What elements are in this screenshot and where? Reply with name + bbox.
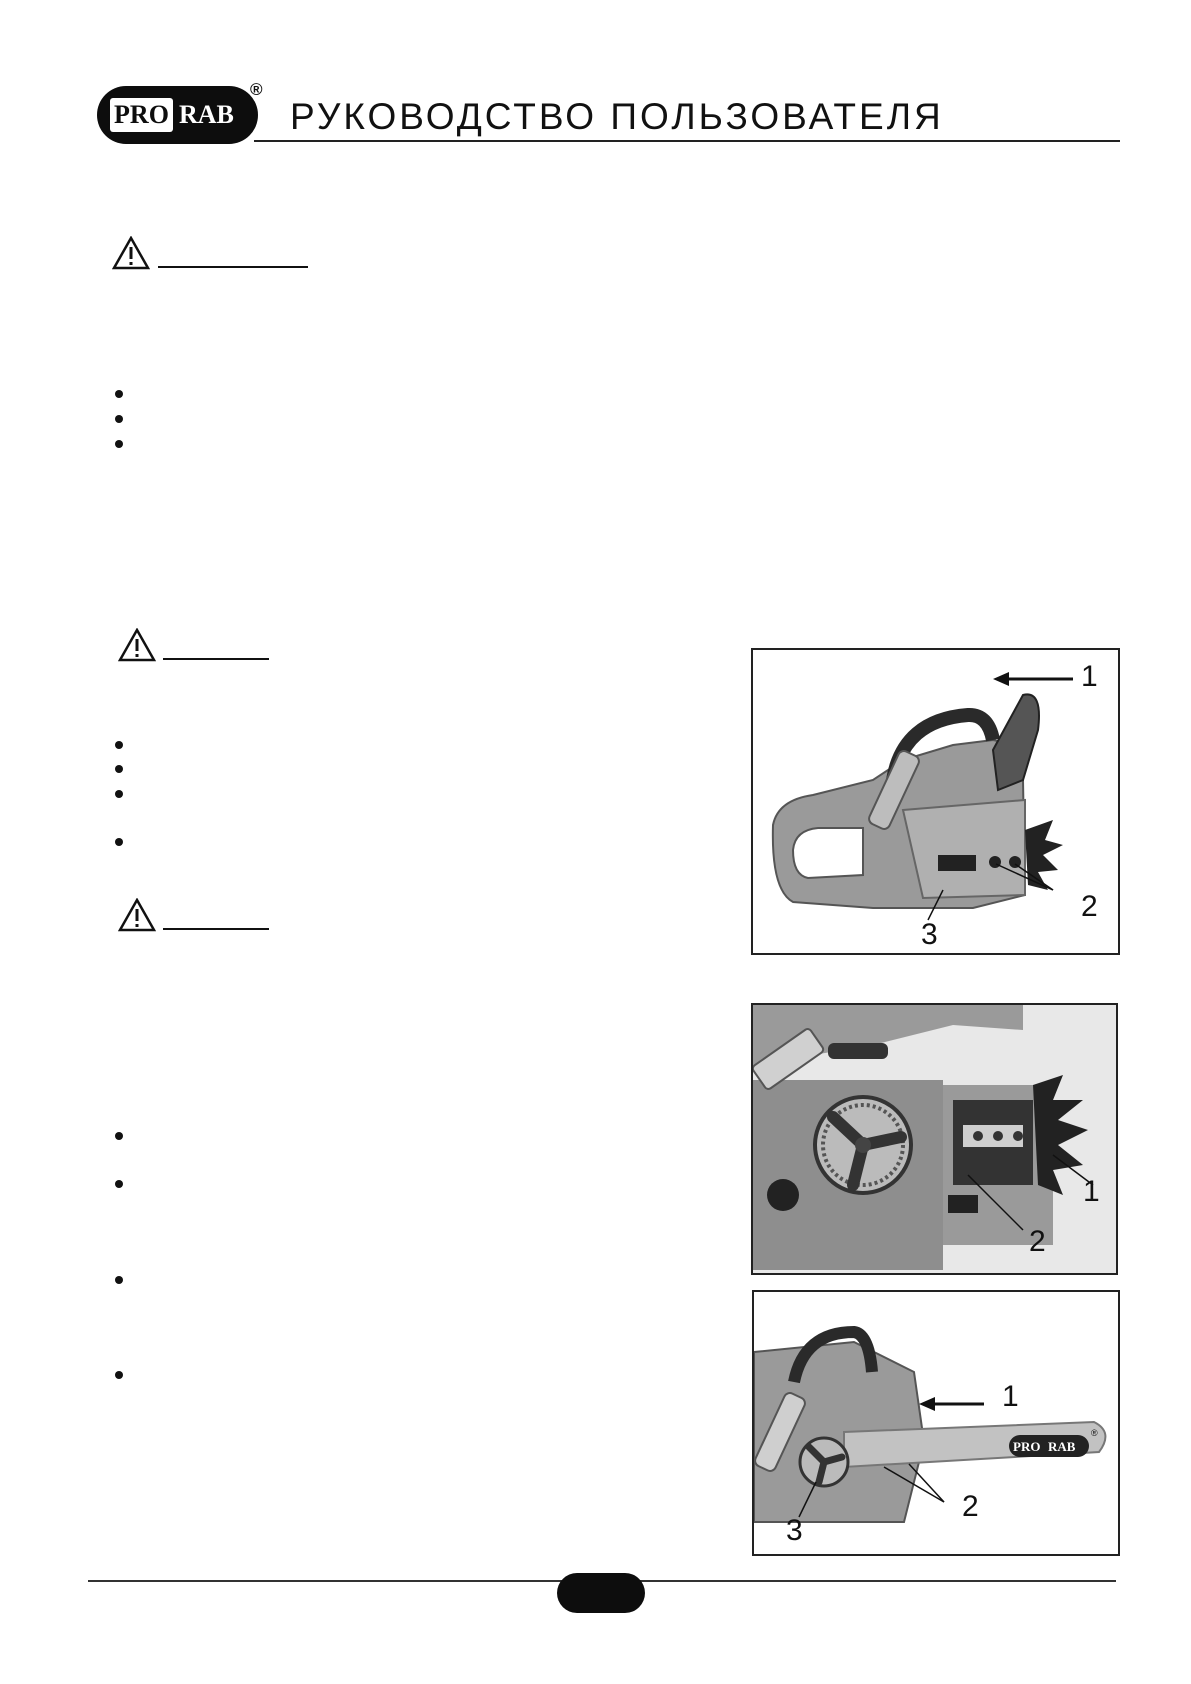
- bar-install-illustration: [754, 1292, 1120, 1556]
- callout-3: 3: [786, 1514, 803, 1547]
- list-bullet: [115, 1276, 123, 1284]
- callout-3: 3: [921, 918, 938, 951]
- list-bullet: [115, 838, 123, 846]
- sprocket-closeup-illustration: [753, 1005, 1118, 1275]
- warning-triangle-icon: [118, 628, 156, 662]
- list-bullet: [115, 790, 123, 798]
- figure-bar-install: [752, 1290, 1120, 1556]
- registered-mark: ®: [250, 80, 263, 99]
- list-bullet: [115, 415, 123, 423]
- prorab-logo: [97, 86, 258, 144]
- header-rule: [254, 140, 1120, 142]
- logo-pro-text: PRO: [110, 98, 173, 132]
- callout-2: 2: [1029, 1225, 1046, 1258]
- list-bullet: [115, 1371, 123, 1379]
- page-number-pill: [557, 1573, 645, 1613]
- chainsaw-side-illustration: [753, 650, 1120, 955]
- list-bullet: [115, 390, 123, 398]
- warning-underline: [158, 266, 308, 268]
- bar-logo-rab: RAB: [1048, 1439, 1076, 1454]
- list-bullet: [115, 741, 123, 749]
- list-bullet: [115, 1132, 123, 1140]
- warning-triangle-icon: [112, 236, 150, 270]
- page-title: РУКОВОДСТВО ПОЛЬЗОВАТЕЛЯ: [290, 96, 944, 137]
- list-bullet: [115, 1180, 123, 1188]
- figure-sprocket-closeup: [751, 1003, 1118, 1275]
- list-bullet: [115, 765, 123, 773]
- figure-chainsaw-side: [751, 648, 1120, 955]
- callout-2: 2: [1081, 890, 1098, 923]
- bar-registered-mark: ®: [1091, 1428, 1098, 1438]
- logo-rab-text: RAB: [179, 100, 234, 129]
- callout-1: 1: [1083, 1175, 1100, 1208]
- list-bullet: [115, 440, 123, 448]
- warning-underline: [163, 658, 269, 660]
- warning-triangle-icon: [118, 898, 156, 932]
- bar-logo-pro: PRO: [1013, 1439, 1041, 1454]
- callout-2: 2: [962, 1490, 979, 1523]
- warning-underline: [163, 928, 269, 930]
- callout-1: 1: [1081, 660, 1098, 693]
- callout-1: 1: [1002, 1380, 1019, 1413]
